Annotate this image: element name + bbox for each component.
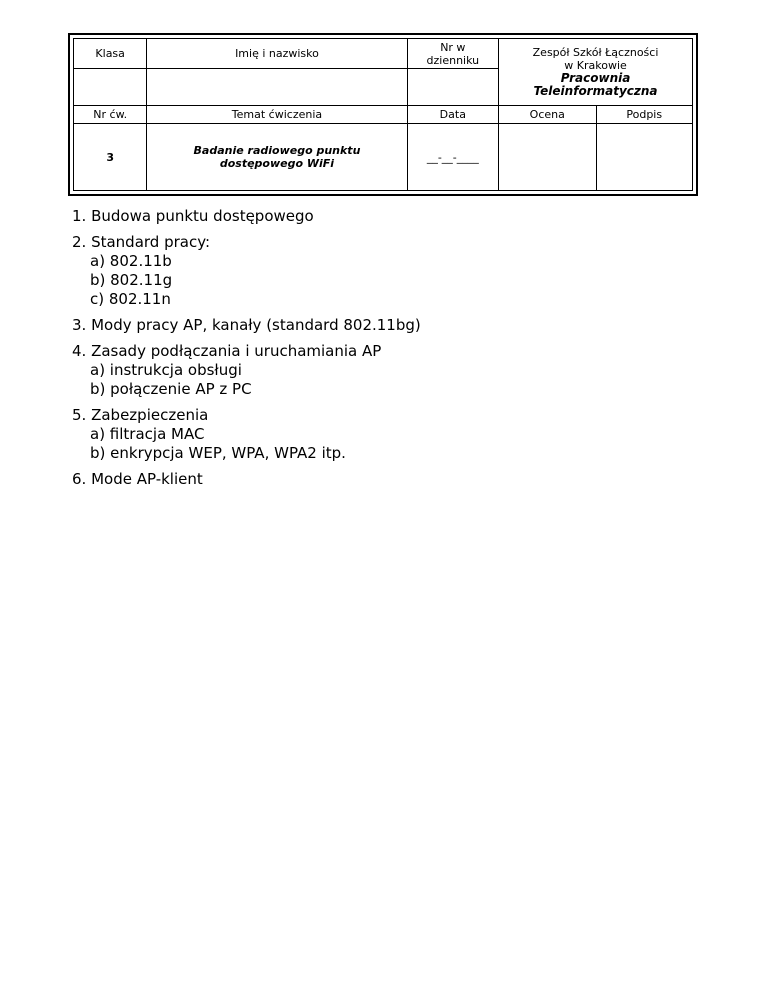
- ocena-value[interactable]: [499, 124, 596, 191]
- header-frame: [68, 33, 698, 196]
- podpis-label: Podpis: [596, 106, 693, 124]
- data-label: Data: [407, 106, 498, 124]
- sub-item: b) enkrypcja WEP, WPA, WPA2 itp.: [90, 444, 346, 462]
- nr-dziennik-label-line1: Nr w: [440, 40, 466, 54]
- exercise-outline: [72, 207, 692, 496]
- item-title: 2. Standard pracy:: [72, 233, 211, 251]
- lab-line2: Teleinformatyczna: [533, 84, 658, 98]
- topic-line1: Badanie radiowego punktu: [193, 144, 361, 157]
- nr-dziennik-value[interactable]: [407, 69, 498, 106]
- date-field[interactable]: __-__-____: [407, 124, 498, 191]
- exercise-number: 3: [74, 124, 147, 191]
- podpis-value[interactable]: [596, 124, 693, 191]
- item-title: 1. Budowa punktu dostępowego: [72, 207, 314, 225]
- sub-item: c) 802.11n: [90, 290, 171, 308]
- sub-item: a) filtracja MAC: [90, 425, 205, 443]
- item-title: 6. Mode AP-klient: [72, 470, 203, 488]
- imie-value[interactable]: [147, 69, 407, 106]
- list-item: [72, 233, 692, 309]
- exercise-topic: [147, 124, 407, 191]
- item-title: 4. Zasady podłączania i uruchamiania AP: [72, 342, 382, 360]
- list-item: [72, 316, 692, 335]
- school-line1: Zespół Szkół Łączności: [532, 46, 659, 59]
- sub-item: a) 802.11b: [90, 252, 172, 270]
- nr-dziennik-label-line2: dzienniku: [426, 53, 480, 67]
- header-table: [73, 38, 693, 191]
- outline-list: [72, 207, 692, 489]
- imie-label: Imię i nazwisko: [147, 39, 407, 69]
- list-item: [72, 207, 692, 226]
- topic-line2: dostępowego WiFi: [219, 157, 335, 170]
- list-item: [72, 406, 692, 463]
- list-item: [72, 342, 692, 399]
- sub-item: a) instrukcja obsługi: [90, 361, 242, 379]
- item-title: 3. Mody pracy AP, kanały (standard 802.11bg): [72, 316, 421, 334]
- klasa-label: Klasa: [74, 39, 147, 69]
- school-line2: w Krakowie: [564, 59, 627, 72]
- temat-label: Temat ćwiczenia: [147, 106, 407, 124]
- ocena-label: Ocena: [499, 106, 596, 124]
- lab-line1: Pracownia: [560, 71, 631, 85]
- nr-dziennik-label: [407, 39, 498, 69]
- sub-item: b) 802.11g: [90, 271, 173, 289]
- sub-item: b) połączenie AP z PC: [90, 380, 252, 398]
- list-item: [72, 470, 692, 489]
- nr-cw-label: Nr ćw.: [74, 106, 147, 124]
- item-title: 5. Zabezpieczenia: [72, 406, 209, 424]
- school-cell: [499, 39, 693, 106]
- klasa-value[interactable]: [74, 69, 147, 106]
